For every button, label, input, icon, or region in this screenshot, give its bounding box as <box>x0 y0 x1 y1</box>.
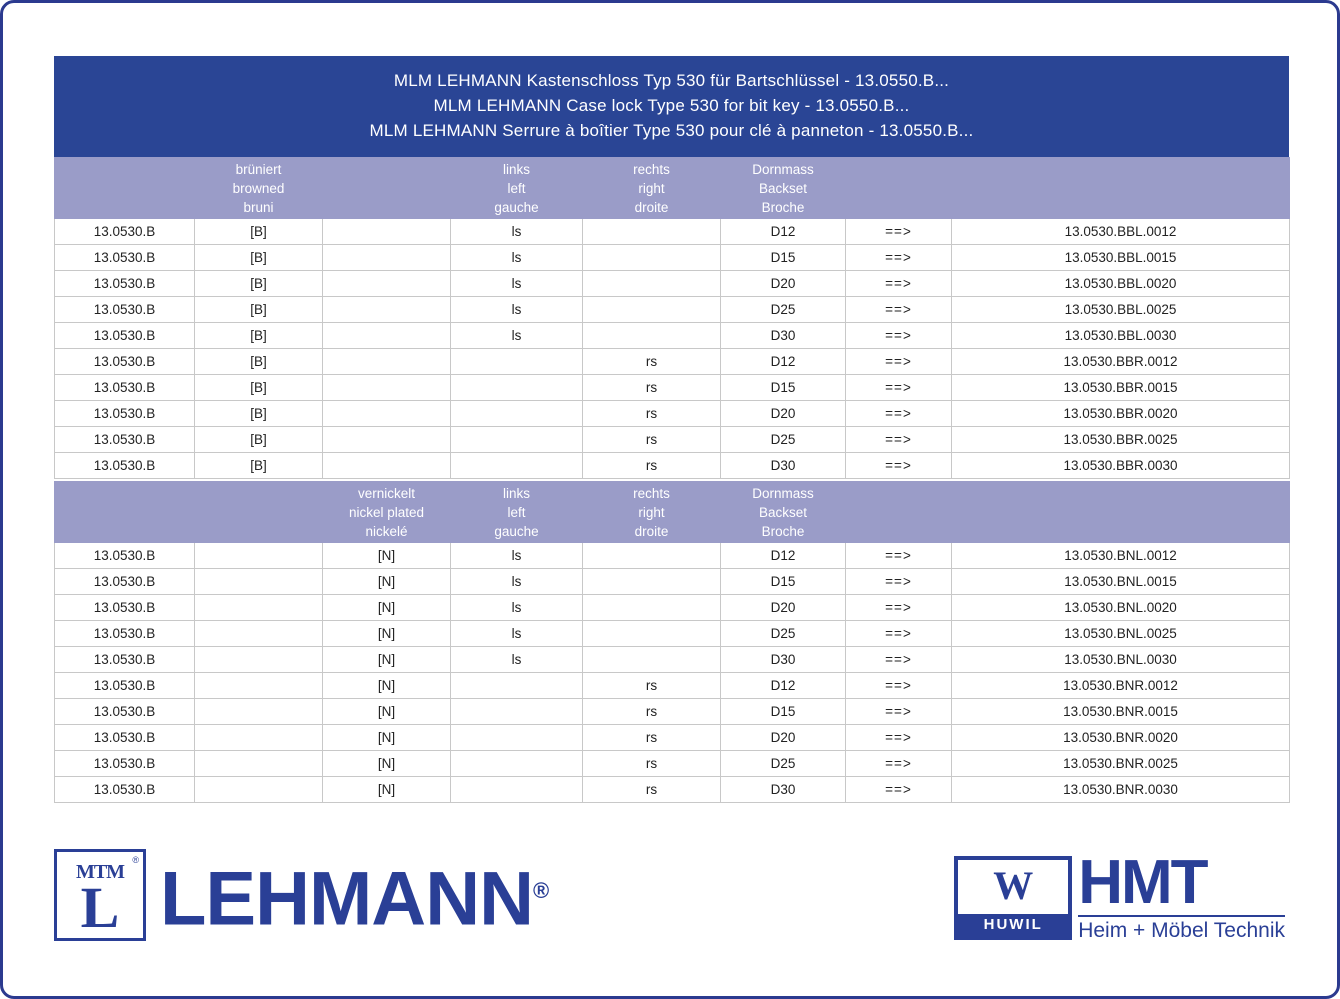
table-header-browned <box>55 158 1290 219</box>
cell-order-code: 13.0530.BNL.0012 <box>952 543 1290 569</box>
cell-article: 13.0530.B <box>55 647 195 673</box>
cell-article: 13.0530.B <box>55 297 195 323</box>
cell-article: 13.0530.B <box>55 673 195 699</box>
header-finish-nickel: vernickelt nickel plated nickelé <box>323 482 451 543</box>
header-blank-browned <box>195 482 323 543</box>
cell-backset: D12 <box>721 543 846 569</box>
cell-hand-right: rs <box>583 699 721 725</box>
cell-order-code: 13.0530.BBR.0020 <box>952 401 1290 427</box>
cell-article: 13.0530.B <box>55 777 195 803</box>
cell-hand-right-empty <box>583 271 721 297</box>
lehmann-wordmark <box>160 851 549 942</box>
cell-hand-right-empty <box>583 323 721 349</box>
cell-arrow[interactable]: ==> <box>846 271 952 297</box>
cell-order-code: 13.0530.BBR.0015 <box>952 375 1290 401</box>
cell-hand-left: ls <box>451 569 583 595</box>
cell-arrow[interactable]: ==> <box>846 401 952 427</box>
datasheet-content <box>54 56 1289 803</box>
cell-finish-browned-empty <box>195 673 323 699</box>
hmt-text-block <box>1078 848 1285 943</box>
cell-finish-browned-empty <box>195 543 323 569</box>
cell-finish-nickel-empty <box>323 427 451 453</box>
cell-finish-browned-empty <box>195 725 323 751</box>
cell-backset: D30 <box>721 453 846 479</box>
cell-hand-right-empty <box>583 543 721 569</box>
title-line-en: MLM LEHMANN Case lock Type 530 for bit key - 13.0550.B... <box>433 96 910 115</box>
hmt-wordmark: HMT <box>1078 848 1207 917</box>
hmt-logo <box>954 848 1285 943</box>
header-blank-nickel <box>323 158 451 219</box>
cell-hand-right-empty <box>583 595 721 621</box>
cell-article: 13.0530.B <box>55 751 195 777</box>
header-backset: Dornmass Backset Broche <box>721 158 846 219</box>
header-finish-browned: brüniert browned bruni <box>195 158 323 219</box>
cell-finish-nickel: [N] <box>323 595 451 621</box>
cell-finish-browned: [B] <box>195 297 323 323</box>
cell-finish-browned-empty <box>195 699 323 725</box>
cell-finish-browned: [B] <box>195 219 323 245</box>
cell-order-code: 13.0530.BBR.0030 <box>952 453 1290 479</box>
cell-hand-left: ls <box>451 647 583 673</box>
header-blank-code <box>952 482 1290 543</box>
cell-hand-left-empty <box>451 725 583 751</box>
cell-hand-right-empty <box>583 647 721 673</box>
cell-order-code: 13.0530.BNL.0025 <box>952 621 1290 647</box>
cell-arrow[interactable]: ==> <box>846 569 952 595</box>
table-row <box>55 699 1290 725</box>
lehmann-mark-letter: L <box>80 875 120 940</box>
cell-finish-nickel-empty <box>323 401 451 427</box>
cell-hand-right: rs <box>583 375 721 401</box>
header-backset: Dornmass Backset Broche <box>721 482 846 543</box>
table-row <box>55 401 1290 427</box>
cell-finish-nickel: [N] <box>323 647 451 673</box>
cell-finish-nickel-empty <box>323 453 451 479</box>
cell-finish-browned-empty <box>195 777 323 803</box>
cell-hand-left-empty <box>451 777 583 803</box>
cell-hand-left: ls <box>451 297 583 323</box>
cell-arrow[interactable]: ==> <box>846 543 952 569</box>
cell-finish-nickel: [N] <box>323 751 451 777</box>
header-blank-arrow <box>846 158 952 219</box>
cell-article: 13.0530.B <box>55 569 195 595</box>
cell-article: 13.0530.B <box>55 271 195 297</box>
cell-finish-browned: [B] <box>195 271 323 297</box>
cell-article: 13.0530.B <box>55 375 195 401</box>
cell-finish-browned: [B] <box>195 427 323 453</box>
cell-backset: D15 <box>721 569 846 595</box>
cell-arrow[interactable]: ==> <box>846 699 952 725</box>
table-row <box>55 751 1290 777</box>
cell-backset: D12 <box>721 673 846 699</box>
cell-hand-right-empty <box>583 569 721 595</box>
cell-finish-nickel: [N] <box>323 777 451 803</box>
cell-hand-right: rs <box>583 427 721 453</box>
cell-hand-right: rs <box>583 751 721 777</box>
header-right: rechts right droite <box>583 158 721 219</box>
cell-hand-right: rs <box>583 401 721 427</box>
cell-finish-nickel: [N] <box>323 621 451 647</box>
huwil-letter: W <box>993 863 1034 908</box>
cell-finish-nickel: [N] <box>323 569 451 595</box>
cell-arrow[interactable]: ==> <box>846 751 952 777</box>
cell-hand-left-empty <box>451 699 583 725</box>
cell-order-code: 13.0530.BBL.0025 <box>952 297 1290 323</box>
cell-hand-right-empty <box>583 297 721 323</box>
cell-arrow[interactable]: ==> <box>846 647 952 673</box>
cell-finish-nickel-empty <box>323 219 451 245</box>
cell-backset: D15 <box>721 375 846 401</box>
lehmann-mark-mtm: MTM <box>75 861 125 883</box>
cell-hand-right: rs <box>583 453 721 479</box>
title-line-fr: MLM LEHMANN Serrure à boîtier Type 530 pour clé à panneton - 13.0550.B... <box>369 121 974 140</box>
lehmann-logo <box>54 849 548 941</box>
cell-order-code: 13.0530.BNL.0020 <box>952 595 1290 621</box>
cell-hand-left-empty <box>451 375 583 401</box>
cell-arrow[interactable]: ==> <box>846 725 952 751</box>
table-row <box>55 427 1290 453</box>
cell-backset: D25 <box>721 751 846 777</box>
cell-order-code: 13.0530.BBR.0025 <box>952 427 1290 453</box>
cell-finish-browned: [B] <box>195 323 323 349</box>
cell-hand-left-empty <box>451 673 583 699</box>
cell-finish-browned-empty <box>195 621 323 647</box>
cell-backset: D20 <box>721 595 846 621</box>
lehmann-mark-registered: ® <box>132 855 139 865</box>
cell-hand-left-empty <box>451 401 583 427</box>
cell-hand-right-empty <box>583 245 721 271</box>
cell-backset: D30 <box>721 647 846 673</box>
cell-arrow[interactable]: ==> <box>846 453 952 479</box>
cell-backset: D30 <box>721 323 846 349</box>
table-row <box>55 349 1290 375</box>
cell-hand-left: ls <box>451 595 583 621</box>
cell-article: 13.0530.B <box>55 725 195 751</box>
cell-article: 13.0530.B <box>55 595 195 621</box>
header-blank-article <box>55 158 195 219</box>
cell-hand-left-empty <box>451 349 583 375</box>
cell-arrow[interactable]: ==> <box>846 375 952 401</box>
cell-finish-nickel-empty <box>323 271 451 297</box>
cell-hand-left: ls <box>451 323 583 349</box>
table-row <box>55 569 1290 595</box>
header-right: rechts right droite <box>583 482 721 543</box>
cell-hand-right: rs <box>583 725 721 751</box>
cell-backset: D25 <box>721 297 846 323</box>
cell-arrow[interactable]: ==> <box>846 297 952 323</box>
cell-order-code: 13.0530.BBL.0012 <box>952 219 1290 245</box>
cell-article: 13.0530.B <box>55 219 195 245</box>
cell-arrow[interactable]: ==> <box>846 245 952 271</box>
cell-finish-browned-empty <box>195 751 323 777</box>
table-row <box>55 271 1290 297</box>
cell-finish-nickel-empty <box>323 297 451 323</box>
cell-finish-browned: [B] <box>195 245 323 271</box>
cell-article: 13.0530.B <box>55 699 195 725</box>
cell-finish-nickel-empty <box>323 245 451 271</box>
cell-article: 13.0530.B <box>55 453 195 479</box>
cell-finish-nickel-empty <box>323 375 451 401</box>
cell-backset: D25 <box>721 621 846 647</box>
cell-order-code: 13.0530.BBL.0015 <box>952 245 1290 271</box>
cell-arrow[interactable]: ==> <box>846 323 952 349</box>
header-blank-article <box>55 482 195 543</box>
huwil-name: HUWIL <box>958 914 1068 936</box>
cell-arrow[interactable]: ==> <box>846 349 952 375</box>
cell-hand-right: rs <box>583 777 721 803</box>
cell-hand-left-empty <box>451 427 583 453</box>
cell-backset: D15 <box>721 245 846 271</box>
cell-backset: D12 <box>721 349 846 375</box>
cell-finish-browned: [B] <box>195 375 323 401</box>
cell-order-code: 13.0530.BBL.0020 <box>952 271 1290 297</box>
table-row <box>55 777 1290 803</box>
cell-hand-left: ls <box>451 543 583 569</box>
cell-article: 13.0530.B <box>55 401 195 427</box>
table-row <box>55 453 1290 479</box>
lehmann-wordmark-registered: ® <box>532 877 549 903</box>
cell-backset: D20 <box>721 401 846 427</box>
cell-order-code: 13.0530.BNL.0030 <box>952 647 1290 673</box>
table-row <box>55 375 1290 401</box>
cell-article: 13.0530.B <box>55 621 195 647</box>
cell-hand-left: ls <box>451 621 583 647</box>
cell-arrow[interactable]: ==> <box>846 673 952 699</box>
cell-order-code: 13.0530.BNR.0025 <box>952 751 1290 777</box>
lehmann-wordmark-text: LEHMANN <box>160 856 533 942</box>
cell-arrow[interactable]: ==> <box>846 595 952 621</box>
cell-article: 13.0530.B <box>55 323 195 349</box>
table-row <box>55 647 1290 673</box>
cell-finish-nickel-empty <box>323 349 451 375</box>
cell-finish-browned: [B] <box>195 453 323 479</box>
cell-hand-right-empty <box>583 219 721 245</box>
cell-hand-right-empty <box>583 621 721 647</box>
cell-finish-browned-empty <box>195 595 323 621</box>
cell-order-code: 13.0530.BBR.0012 <box>952 349 1290 375</box>
cell-order-code: 13.0530.BNR.0012 <box>952 673 1290 699</box>
cell-finish-nickel-empty <box>323 323 451 349</box>
cell-finish-browned: [B] <box>195 401 323 427</box>
cell-backset: D20 <box>721 271 846 297</box>
cell-backset: D15 <box>721 699 846 725</box>
hmt-tagline: Heim + Möbel Technik <box>1078 915 1285 943</box>
table-row <box>55 595 1290 621</box>
cell-finish-browned-empty <box>195 569 323 595</box>
cell-backset: D30 <box>721 777 846 803</box>
cell-arrow[interactable]: ==> <box>846 777 952 803</box>
cell-order-code: 13.0530.BNR.0030 <box>952 777 1290 803</box>
cell-hand-right: rs <box>583 349 721 375</box>
cell-hand-left-empty <box>451 453 583 479</box>
cell-hand-left: ls <box>451 219 583 245</box>
footer-logos <box>3 839 1340 979</box>
table-browned <box>54 157 1290 479</box>
table-row <box>55 543 1290 569</box>
cell-backset: D12 <box>721 219 846 245</box>
table-row <box>55 219 1290 245</box>
header-left: links left gauche <box>451 158 583 219</box>
cell-hand-left: ls <box>451 271 583 297</box>
cell-finish-nickel: [N] <box>323 725 451 751</box>
cell-article: 13.0530.B <box>55 543 195 569</box>
cell-order-code: 13.0530.BNR.0015 <box>952 699 1290 725</box>
cell-order-code: 13.0530.BNL.0015 <box>952 569 1290 595</box>
table-row <box>55 297 1290 323</box>
table-row <box>55 323 1290 349</box>
header-blank-arrow <box>846 482 952 543</box>
header-blank-code <box>952 158 1290 219</box>
cell-article: 13.0530.B <box>55 427 195 453</box>
cell-arrow[interactable]: ==> <box>846 621 952 647</box>
table-header-nickel <box>55 482 1290 543</box>
cell-article: 13.0530.B <box>55 245 195 271</box>
cell-order-code: 13.0530.BBL.0030 <box>952 323 1290 349</box>
title-line-de: MLM LEHMANN Kastenschloss Typ 530 für Bartschlüssel - 13.0550.B... <box>393 71 950 90</box>
cell-finish-nickel: [N] <box>323 673 451 699</box>
huwil-logo-icon <box>954 856 1072 940</box>
table-row <box>55 245 1290 271</box>
cell-backset: D20 <box>721 725 846 751</box>
table-nickel <box>54 481 1290 803</box>
table-row <box>55 621 1290 647</box>
cell-arrow[interactable]: ==> <box>846 219 952 245</box>
cell-backset: D25 <box>721 427 846 453</box>
cell-hand-left-empty <box>451 751 583 777</box>
cell-order-code: 13.0530.BNR.0020 <box>952 725 1290 751</box>
cell-hand-left: ls <box>451 245 583 271</box>
table-row <box>55 673 1290 699</box>
cell-article: 13.0530.B <box>55 349 195 375</box>
cell-finish-browned-empty <box>195 647 323 673</box>
cell-hand-right: rs <box>583 673 721 699</box>
header-left: links left gauche <box>451 482 583 543</box>
cell-arrow[interactable]: ==> <box>846 427 952 453</box>
cell-finish-browned: [B] <box>195 349 323 375</box>
title-banner <box>54 56 1289 157</box>
lehmann-mark-icon <box>54 849 146 941</box>
cell-finish-nickel: [N] <box>323 699 451 725</box>
cell-finish-nickel: [N] <box>323 543 451 569</box>
table-row <box>55 725 1290 751</box>
